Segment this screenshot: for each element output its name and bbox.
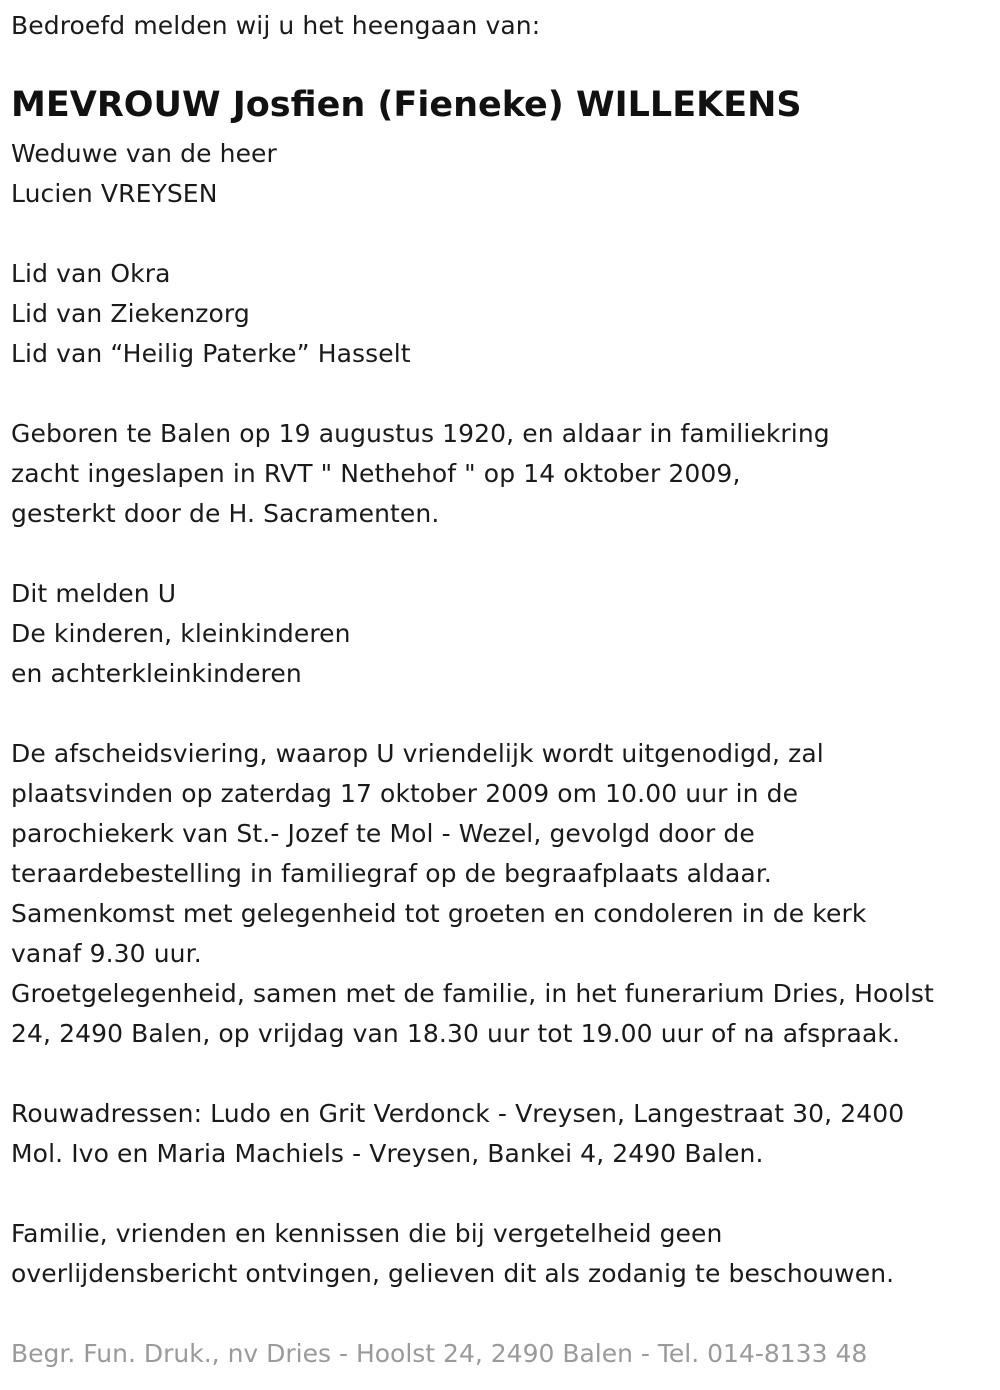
widow-line: Weduwe van de heer [11,139,277,168]
ceremony-line: Samenkomst met gelegenheid tot groeten en condoleren in de kerk [11,899,867,928]
announcer-line: Dit melden U [11,579,177,608]
birth-death-line: Geboren te Balen op 19 augustus 1920, en aldaar in familiekring [11,419,830,448]
intro-text: Bedroefd melden wij u het heengaan van: [11,11,541,40]
membership-line: Lid van “Heilig Paterke” Hasselt [11,339,411,368]
membership-line: Lid van Okra [11,259,171,288]
ceremony-block [11,734,934,1054]
ceremony-line: parochiekerk van St.- Jozef te Mol - Wezel, gevolgd door de [11,819,755,848]
ceremony-line: 24, 2490 Balen, op vrijdag van 18.30 uur tot 19.00 uur of na afspraak. [11,1019,901,1048]
address-line: Mol. Ivo en Maria Machiels - Vreysen, Bankei 4, 2490 Balen. [11,1139,764,1168]
announcer-line: De kinderen, kleinkinderen [11,619,351,648]
address-line: Rouwadressen: Ludo en Grit Verdonck - Vreysen, Langestraat 30, 2400 [11,1099,905,1128]
printer-footer: Begr. Fun. Druk., nv Dries - Hoolst 24, 2490 Balen - Tel. 014-8133 48 [11,1339,868,1368]
widow-block [11,134,277,214]
ceremony-line: De afscheidsviering, waarop U vriendelijk wordt uitgenodigd, zal [11,739,824,768]
closing-block [11,1214,894,1294]
closing-line: overlijdensbericht ontvingen, gelieven dit als zodanig te beschouwen. [11,1259,895,1288]
membership-line: Lid van Ziekenzorg [11,299,250,328]
ceremony-line: Groetgelegenheid, samen met de familie, in het funerarium Dries, Hoolst [11,979,934,1008]
announcers-block [11,574,351,694]
birth-death-block [11,414,830,534]
announcer-line: en achterkleinkinderen [11,659,302,688]
ceremony-line: plaatsvinden op zaterdag 17 oktober 2009 om 10.00 uur in de [11,779,799,808]
closing-line: Familie, vrienden en kennissen die bij vergetelheid geen [11,1219,723,1248]
ceremony-line: teraardebestelling in familiegraf op de begraafplaats aldaar. [11,859,772,888]
ceremony-line: vanaf 9.30 uur. [11,939,202,968]
birth-death-line: zacht ingeslapen in RVT " Nethehof " op 14 oktober 2009, [11,459,741,488]
birth-death-line: gesterkt door de H. Sacramenten. [11,499,440,528]
addresses-block [11,1094,904,1174]
widow-line: Lucien VREYSEN [11,179,218,208]
memberships-block [11,254,411,374]
deceased-name: MEVROUW Josfien (Fieneke) WILLEKENS [11,85,802,125]
